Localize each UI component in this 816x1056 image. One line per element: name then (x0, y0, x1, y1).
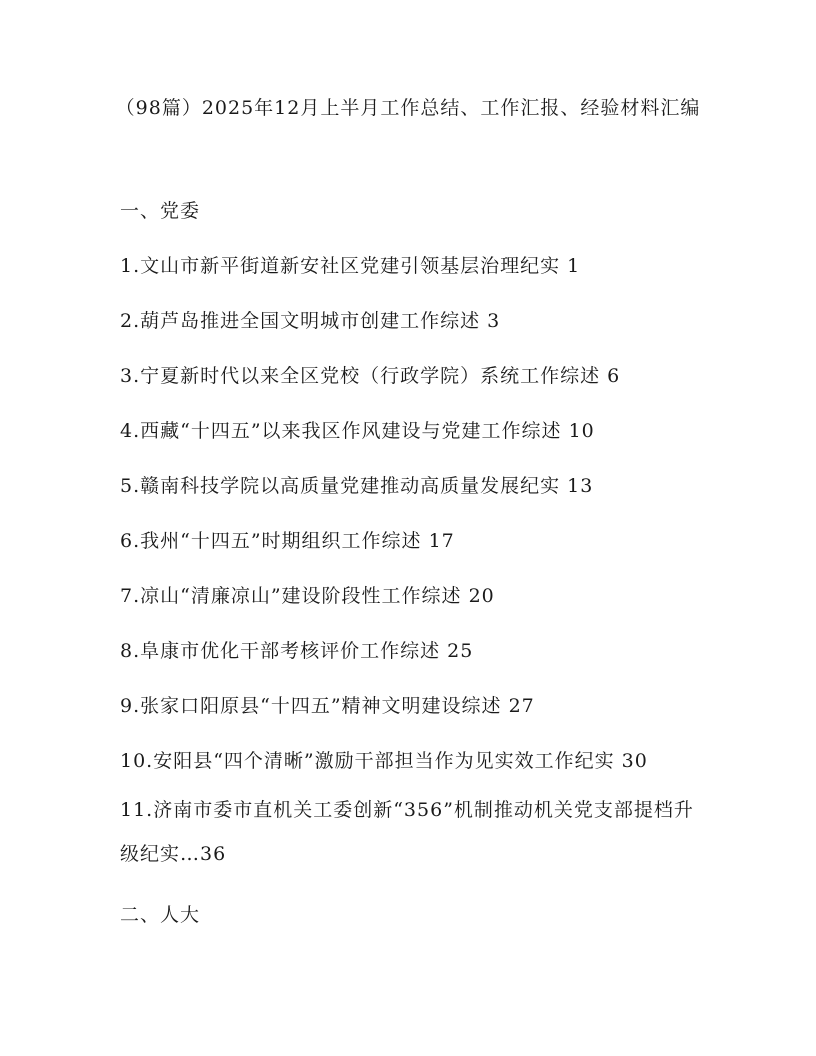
section-heading-party-committee: 一、党委 (120, 200, 201, 222)
list-item: 4.西藏“十四五”以来我区作风建设与党建工作综述 10 (120, 420, 595, 442)
document-title: （98篇）2025年12月上半月工作总结、工作汇报、经验材料汇编 (115, 97, 701, 119)
list-item: 10.安阳县“四个清晰”激励干部担当作为见实效工作纪实 30 (120, 750, 648, 772)
list-item: 6.我州“十四五”时期组织工作综述 17 (120, 530, 455, 552)
list-item: 8.阜康市优化干部考核评价工作综述 25 (120, 640, 474, 662)
list-item: 5.赣南科技学院以高质量党建推动高质量发展纪实 13 (120, 475, 594, 497)
section-heading-npc: 二、人大 (120, 904, 201, 926)
list-item: 3.宁夏新时代以来全区党校（行政学院）系统工作综述 6 (120, 365, 621, 387)
list-item: 11.济南市委市直机关工委创新“356”机制推动机关党支部提档升级纪实…36 (120, 799, 694, 865)
list-item: 9.张家口阳原县“十四五”精神文明建设综述 27 (120, 695, 535, 717)
list-item: 2.葫芦岛推进全国文明城市创建工作综述 3 (120, 310, 501, 332)
list-item: 7.凉山“清廉凉山”建设阶段性工作综述 20 (120, 585, 495, 607)
list-item: 1.文山市新平街道新安社区党建引领基层治理纪实 1 (120, 255, 581, 277)
